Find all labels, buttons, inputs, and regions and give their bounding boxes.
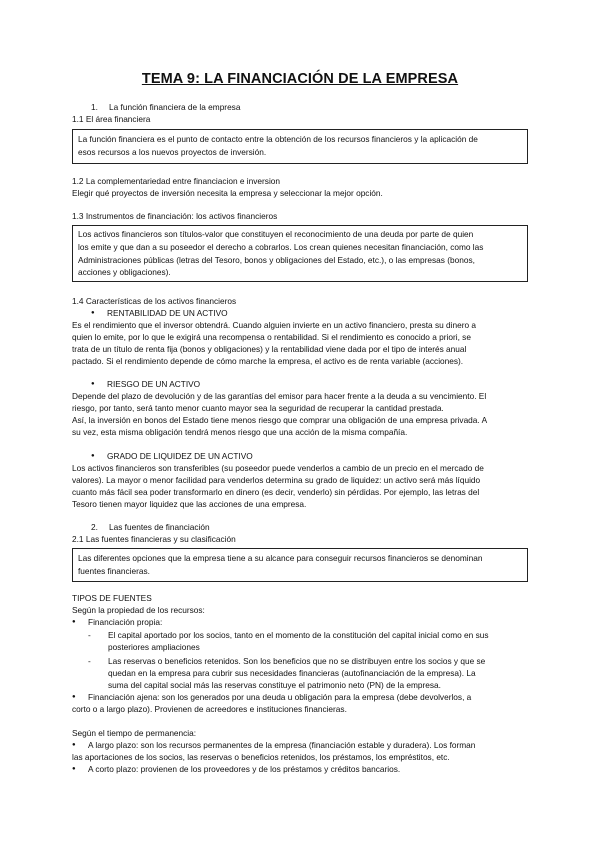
list-dash-item-cont: posteriores ampliaciones — [108, 642, 200, 652]
subsection-1-4: 1.4 Características de los activos financieros — [72, 296, 237, 306]
text-line: Tesoro tienen mayor liquidez que las acciones de una empresa. — [72, 499, 307, 509]
text-line: Así, la inversión en bonos del Estado tiene menos riesgo que comprar una obligación de una empresa privada. A — [72, 415, 488, 425]
box-line: esos recursos a los nuevos proyectos de inversión. — [78, 147, 267, 157]
section-2-number: 2. — [91, 522, 98, 532]
box-line: fuentes financieras. — [78, 566, 150, 576]
corto-plazo: ● A corto plazo: provienen de los proveedores y de los préstamos y créditos bancarios. — [88, 764, 400, 776]
text-line: corto o a largo plazo). Provienen de acreedores e instituciones financieras. — [72, 704, 347, 714]
largo-plazo: ● A largo plazo: son los recursos permanentes de la empresa (financiación estable y duradera). Los forman — [88, 740, 475, 752]
text-line: quien lo emite, por lo que le exigirá una recompensa o rentabilidad. Si el rendimiento es conocido a priori, se — [72, 332, 471, 342]
text-line: Es el rendimiento que el inversor obtendrá. Cuando alguien invierte en un activo financiero, presta su dinero a — [72, 320, 477, 330]
page-title: TEMA 9: LA FINANCIACIÓN DE LA EMPRESA — [141, 71, 459, 87]
box-line: los emite y que dan a su poseedor el derecho a cobrarlos. Los crean quienes necesitan financiación, como las — [78, 242, 484, 252]
list-dash-item-cont: quedan en la empresa para cubrir sus necesidades financieras (autofinanciación de la empresa). La — [108, 668, 476, 678]
box-line: Los activos financieros son títulos-valor que constituyen el reconocimiento de una deuda por parte de quien — [78, 229, 474, 239]
section-1-heading: La función financiera de la empresa — [109, 102, 241, 112]
text-line: valores). La mayor o menor facilidad para venderlos determina su grado de liquidez: un activo será más líquido — [72, 475, 481, 485]
tipos-heading: TIPOS DE FUENTES — [72, 593, 152, 603]
segun-propiedad: Según la propiedad de los recursos: — [72, 605, 205, 615]
definition-box-1 — [72, 129, 528, 164]
text-line: riesgo, por tanto, será tanto menor cuanto mayor sea la seguridad de recuperar la cantidad prestada. — [72, 403, 444, 413]
text-line: pactado. Si el rendimiento depende de cómo marche la empresa, el activo es de renta variable (acciones). — [72, 356, 464, 366]
box-line: acciones y obligaciones). — [78, 267, 171, 277]
riesgo-heading: ● RIESGO DE UN ACTIVO — [107, 379, 200, 391]
financiacion-ajena: ● Financiación ajena: son los generados por una deuda u obligación para la empresa (debe devolverlos, a — [88, 692, 471, 704]
list-dash-item-cont: suma del capital social más las reservas constituye el patrimonio neto (PN) de la empresa. — [108, 680, 441, 690]
box-line: Las diferentes opciones que la empresa tiene a su alcance para conseguir recursos financieros se denominan — [78, 553, 483, 563]
list-dash-item: - Las reservas o beneficios retenidos. Son los beneficios que no se distribuyen entre los socios y que se — [108, 656, 485, 668]
text-line: cuanto más fácil sea poder transformarlo en dinero (es decir, venderlo) sin pérdidas. Por ejemplo, las letras del — [72, 487, 480, 497]
text-line: trata de un título de renta fija (bonos y obligaciones) y la rentabilidad viene dada por el tipo de interés anual — [72, 344, 467, 354]
definition-box-2 — [72, 225, 528, 282]
subsection-2-1: 2.1 Las fuentes financieras y su clasificación — [72, 534, 236, 544]
paragraph-1-2: Elegir qué proyectos de inversión necesita la empresa y seleccionar la mejor opción. — [72, 188, 383, 198]
definition-box-3 — [72, 548, 528, 582]
segun-tiempo: Según el tiempo de permanencia: — [72, 728, 197, 738]
subsection-1-1: 1.1 El área financiera — [72, 114, 151, 124]
subsection-1-3: 1.3 Instrumentos de financiación: los activos financieros — [72, 211, 278, 221]
box-line: Administraciones públicas (letras del Tesoro, bonos y obligaciones del Estado, etc.), o las empresas (bonos, — [78, 255, 475, 265]
section-2-heading: Las fuentes de financiación — [109, 522, 210, 532]
liquidez-heading: ● GRADO DE LIQUIDEZ DE UN ACTIVO — [107, 451, 253, 463]
text-line: las aportaciones de los socios, las reservas o beneficios retenidos, los préstamos, los empréstitos, etc. — [72, 752, 450, 762]
list-dash-item: - El capital aportado por los socios, tanto en el momento de la constitución del capital inicial como en sus — [108, 630, 489, 642]
subsection-1-2: 1.2 La complementariedad entre financiacion e inversion — [72, 176, 281, 186]
box-line: La función financiera es el punto de contacto entre la obtención de los recursos financieros y la aplicación de — [78, 134, 478, 144]
rentabilidad-heading: ● RENTABILIDAD DE UN ACTIVO — [107, 308, 228, 320]
text-line: Los activos financieros son transferibles (su poseedor puede venderlos a cambio de un precio en el mercado de — [72, 463, 484, 473]
section-1-number: 1. — [91, 102, 98, 112]
text-line: su vez, esta misma obligación tendrá menos riesgo que una acción de la misma compañía. — [72, 427, 408, 437]
text-line: Depende del plazo de devolución y de las garantías del emisor para hacer frente a la deuda a su vencimiento. El — [72, 391, 487, 401]
financiacion-propia: ● Financiación propia: — [88, 617, 162, 629]
